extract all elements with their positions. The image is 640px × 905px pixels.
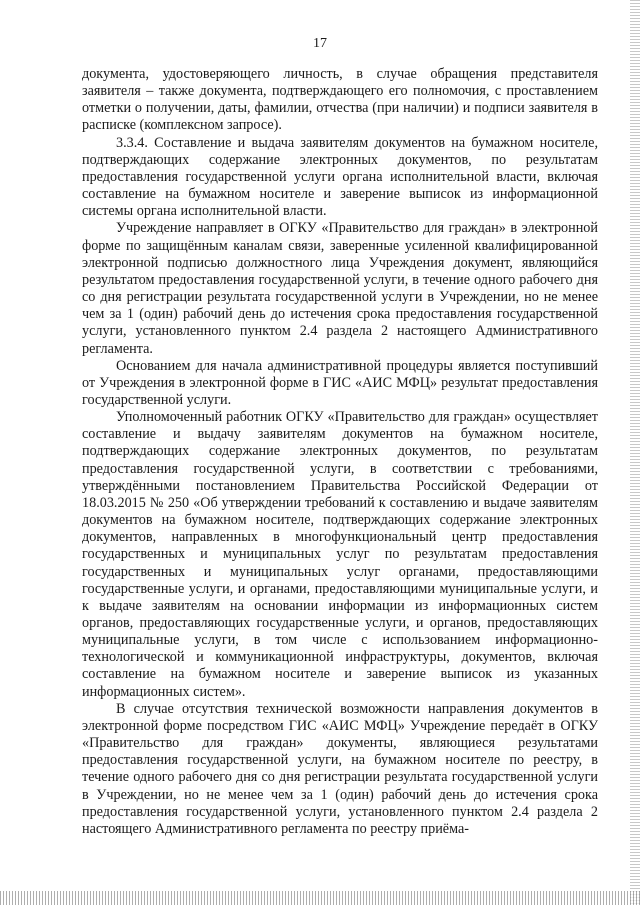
paragraph-procedure-basis: Основанием для начала административной процедуры является поступивший от Учреждения в электронной форме в ГИС «АИС МФЦ» результат предоставления государственной услуги. [82, 357, 598, 408]
page-number: 17 [313, 36, 327, 51]
scan-edge-bottom [0, 891, 640, 905]
paragraph-authorized-worker: Уполномоченный работник ОГКУ «Правительство для граждан» осуществляет составление и выдачу заявителям документов на бумажном носителе, подтверждающих содержание электронных документов, по результатам предоставления государственной услуги, в соответствии с требованиями, утверждёнными постановлением Правительства Российской Федерации от 18.03.2015 № 250 «Об утверждении требований к составлению и выдаче заявителям документов на бумажном носителе, подтверждающих содержание электронных документов, направленных в многофункциональный центр предоставления государственных и муниципальных услуг по результатам предоставления государственных и муниципальных услуг органами, предоставляющими государственные услуги, и органами, предоставляющими муниципальные услуги, и к выдаче заявителям на основании информации из информационных систем органов, предоставляющих государственные услуги, и органов, предоставляющих муниципальные услуги, в том числе с использованием информационно-технологической и коммуникационной инфраструктуры, документов, включая составление на бумажном носителе и заверение выписок из указанных информационных систем». [82, 409, 598, 700]
paragraph-no-technical-capability: В случае отсутствия технической возможности направления документов в электронной форме посредством ГИС «АИС МФЦ» Учреждение передаёт в ОГКУ «Правительство для граждан» документы, являющиеся результатами предоставления государственной услуги, на бумажном носителе по реестру, в течение одного рабочего дня со дня регистрации результата государственной услуги в Учреждении, но не менее чем за 1 (один) рабочий день до истечения срока предоставления государственной услуги, установленного пунктом 2.4 раздела 2 настоящего Административного регламента по реестру приёма- [82, 700, 598, 837]
paragraph-continuation: документа, удостоверяющего личность, в случае обращения представителя заявителя – также документа, подтверждающего его полномочия, с проставлением отметки о получении, даты, фамилии, отчества (при наличии) и подписи заявителя в расписке (комплексном запросе). [82, 66, 598, 134]
paragraph-institution-sends: Учреждение направляет в ОГКУ «Правительство для граждан» в электронной форме по защищённым каналам связи, заверенные усиленной квалифицированной электронной подписью должностного лица Учреждения документ, являющийся результатом предоставления государственной услуги, в течение одного рабочего дня со дня регистрации результата государственной услуги в Учреждении, но не менее чем за 1 (один) рабочий день до истечения срока предоставления государственной услуги, установленного пунктом 2.4 раздела 2 настоящего Административного регламента. [82, 220, 598, 357]
scan-edge-right [630, 0, 640, 905]
paragraph-section-3-3-4: 3.3.4. Составление и выдача заявителям документов на бумажном носителе, подтверждающих содержание электронных документов, по результатам предоставления государственной услуги органа исполнительной власти, включая составление на бумажном носителе и заверение выписок из информационной системы органа исполнительной власти. [82, 134, 598, 220]
document-body [82, 66, 598, 838]
